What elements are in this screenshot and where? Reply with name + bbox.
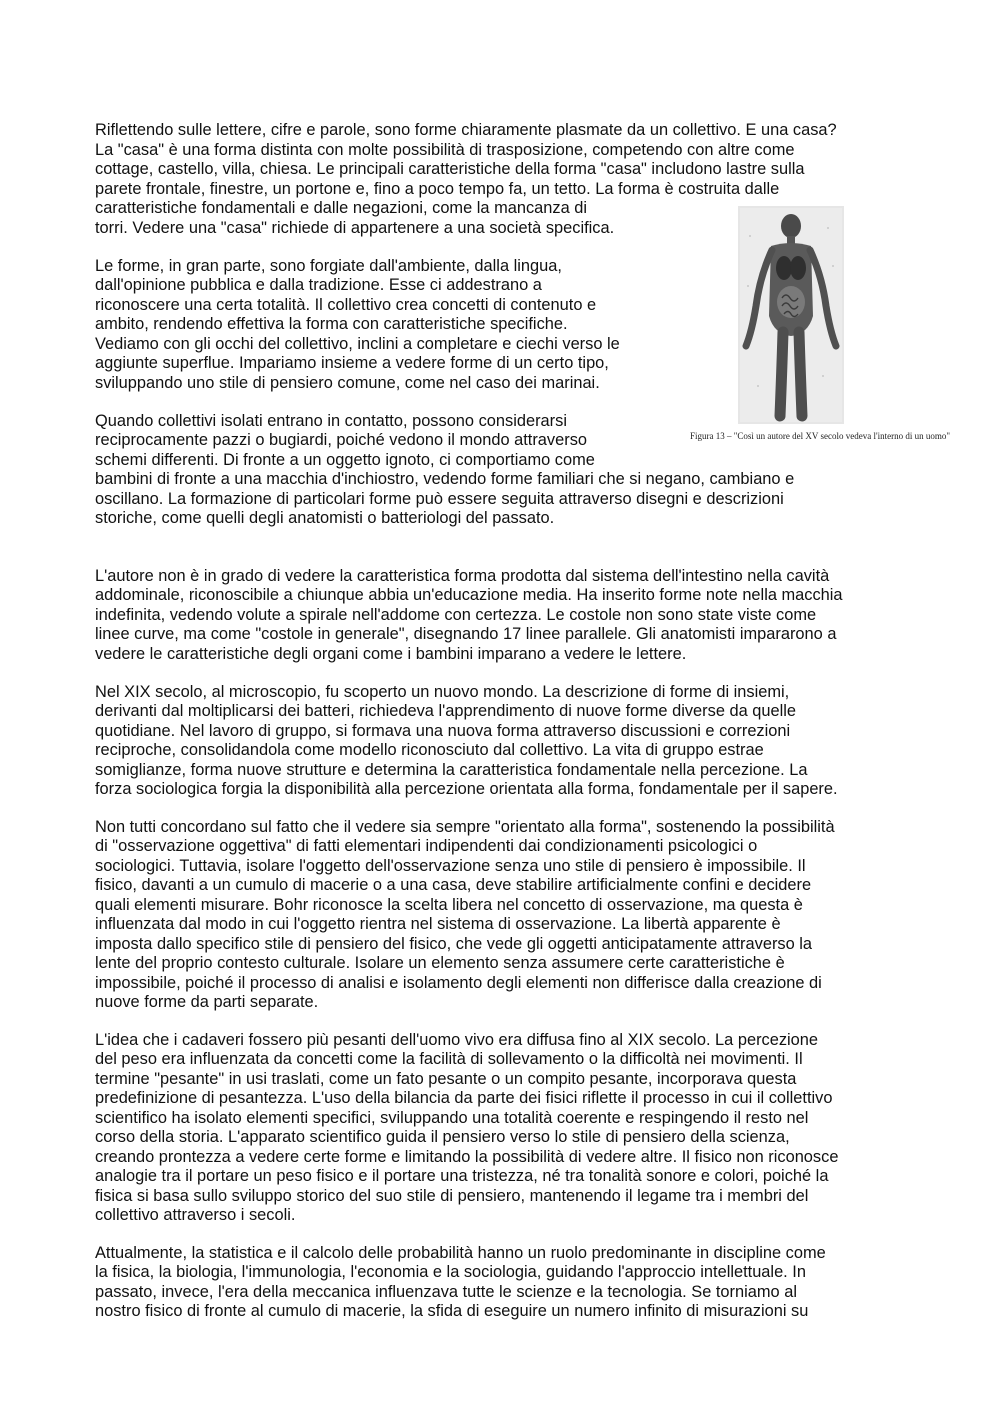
text-line: riconoscere una certa totalità. Il collettivo crea concetti di contenuto e	[95, 296, 597, 314]
text-line: analogie tra il portare un peso fisico e il portare una tristezza, né tra tonalità sonore e colori, poiché la	[95, 1167, 829, 1185]
text-line: ambito, rendendo effettiva la forma con caratteristiche specifiche.	[95, 315, 568, 333]
text-line: scientifico ha isolato elementi specifici, sviluppando una totalità coerente e respingendo il resto nel	[95, 1109, 809, 1127]
text-line: L'idea che i cadaveri fossero più pesanti dell'uomo vivo era diffusa fino al XIX secolo. La percezione	[95, 1031, 819, 1049]
text-line: indefinita, vedendo volute a spirale nell'addome con certezza. Le costole non sono state viste come	[95, 606, 817, 624]
text-line: linee curve, ma come "costole in generale", disegnando 17 linee parallele. Gli anatomisti impararono a	[95, 625, 837, 643]
text-line: quali elementi misurare. Bohr riconosce la scelta libera nel concetto di osservazione, ma questa è	[95, 896, 803, 914]
text-line: Non tutti concordano sul fatto che il vedere sia sempre "orientato alla forma", sostenendo la possibilità	[95, 818, 835, 836]
text-line: Vediamo con gli occhi del collettivo, inclini a completare e ciechi verso le	[95, 335, 620, 353]
text-line: La "casa" è una forma distinta con molte possibilità di trasposizione, competendo con altre come	[95, 141, 795, 159]
text-line: nuove forme da parti separate.	[95, 993, 319, 1011]
text-line: storiche, come quelli degli anatomisti o batteriologi del passato.	[95, 509, 555, 527]
text-line: sociologici. Tuttavia, isolare l'oggetto dell'osservazione senza uno stile di pensiero è impossibile. Il	[95, 857, 806, 875]
text-line: somiglianze, forma nuove strutture e determina la caratteristica fondamentale nella percezione. La	[95, 761, 808, 779]
text-line: Nel XIX secolo, al microscopio, fu scoperto un nuovo mondo. La descrizione di forme di insiemi,	[95, 683, 790, 701]
text-line: creando prontezza a vedere certe forme e limitando la possibilità di vedere altre. Il fisico non riconosce	[95, 1148, 839, 1166]
text-line: L'autore non è in grado di vedere la caratteristica forma prodotta dal sistema dell'intestino nella cavità	[95, 567, 830, 585]
text-line: del peso era influenzata da concetti come la facilità di sollevamento o la difficoltà nei movimenti. Il	[95, 1050, 803, 1068]
text-line: oscillano. La formazione di particolari forme può essere seguita attraverso disegni e descrizioni	[95, 490, 784, 508]
text-line: impossibile, poiché il processo di analisi e isolamento degli elementi non differisce dalla creazione di	[95, 974, 822, 992]
text-line: Riflettendo sulle lettere, cifre e parole, sono forme chiaramente plasmate da un collettivo. E una casa?	[95, 121, 837, 139]
text-line: cottage, castello, villa, chiesa. Le principali caratteristiche della forma "casa" includono lastre sulla	[95, 160, 805, 178]
text-line: addominale, riconoscibile a chiunque abbia un'educazione media. Ha inserito forme note nella macchia	[95, 586, 843, 604]
text-line: forza sociologica forgia la disponibilità alla percezione orientata alla forma, fondamentale per il sapere.	[95, 780, 838, 798]
text-line: predefinizione di pesantezza. L'uso della bilancia da parte dei fisici riflette il processo in cui il collettivo	[95, 1089, 833, 1107]
human-figure-icon	[738, 206, 844, 424]
anatomical-figure-image	[738, 206, 844, 424]
text-line: collettivo attraverso i secoli.	[95, 1206, 296, 1224]
text-line: nostro fisico di fronte al cumulo di macerie, la sfida di eseguire un numero infinito di misurazioni su	[95, 1302, 809, 1320]
text-line: termine "pesante" in usi traslati, come un fato pesante o un compito pesante, incorporava questa	[95, 1070, 797, 1088]
text-line: schemi differenti. Di fronte a un oggetto ignoto, ci comportiamo come	[95, 451, 595, 469]
text-line: bambini di fronte a una macchia d'inchiostro, vedendo forme familiari che si negano, cambiano e	[95, 470, 795, 488]
text-line: aggiunte superflue. Impariamo insieme a vedere forme di un certo tipo,	[95, 354, 609, 372]
text-line: reciproche, consolidandola come modello riconosciuto dal collettivo. La vita di gruppo estrae	[95, 741, 764, 759]
text-line: vedere le caratteristiche degli organi come i bambini imparano a vedere le lettere.	[95, 645, 687, 663]
text-line: reciprocamente pazzi o bugiardi, poiché vedono il mondo attraverso	[95, 431, 587, 449]
text-line: caratteristiche fondamentali e dalle negazioni, come la mancanza di	[95, 199, 587, 217]
text-line: fisico, davanti a un cumulo di macerie o a una casa, deve stabilire artificialmente confini e decidere	[95, 876, 812, 894]
text-line: Le forme, in gran parte, sono forgiate dall'ambiente, dalla lingua,	[95, 257, 562, 275]
text-line: parete frontale, finestre, un portone e, fino a poco tempo fa, un tetto. La forma è costruita dalle	[95, 180, 780, 198]
text-line: influenzata dal modo in cui l'oggetto rientra nel sistema di osservazione. La libertà apparente è	[95, 915, 781, 933]
figure-caption: Figura 13 – "Così un autore del XV secolo vedeva l'interno di un uomo"	[690, 431, 951, 441]
text-line: fisica si basa sullo sviluppo storico del suo stile di pensiero, mantenendo il legame tra i membri del	[95, 1187, 809, 1205]
text-line: torri. Vedere una "casa" richiede di appartenere a una società specifica.	[95, 219, 615, 237]
text-line: dall'opinione pubblica e dalla tradizione. Esse ci addestrano a	[95, 276, 542, 294]
text-line: corso della storia. L'apparato scientifico guida il pensiero verso lo stile di pensiero della scienza,	[95, 1128, 790, 1146]
text-line: lente del proprio contesto culturale. Isolare un elemento senza assumere certe caratteristiche è	[95, 954, 785, 972]
text-line: Attualmente, la statistica e il calcolo delle probabilità hanno un ruolo predominante in discipline come	[95, 1244, 826, 1262]
text-line: la fisica, la biologia, l'immunologia, l'economia e la sociologia, guidando l'approccio intellettuale. In	[95, 1263, 806, 1281]
text-line: di "osservazione oggettiva" di fatti elementari indipendenti dai condizionamenti psicologici o	[95, 837, 758, 855]
text-line: derivanti dal moltiplicarsi dei batteri, richiedeva l'apprendimento di nuove forme diverse da quelle	[95, 702, 797, 720]
text-line: sviluppando uno stile di pensiero comune, come nel caso dei marinai.	[95, 374, 600, 392]
text-line: imposta dallo specifico stile di pensiero del fisico, che vede gli oggetti anticipatamente attraverso la	[95, 935, 813, 953]
text-line: Quando collettivi isolati entrano in contatto, possono considerarsi	[95, 412, 567, 430]
text-line: passato, invece, l'era della meccanica influenzava tutte le scienze e la tecnologia. Se torniamo al	[95, 1283, 797, 1301]
text-line: quotidiane. Nel lavoro di gruppo, si formava una nuova forma attraverso discussioni e correzioni	[95, 722, 791, 740]
